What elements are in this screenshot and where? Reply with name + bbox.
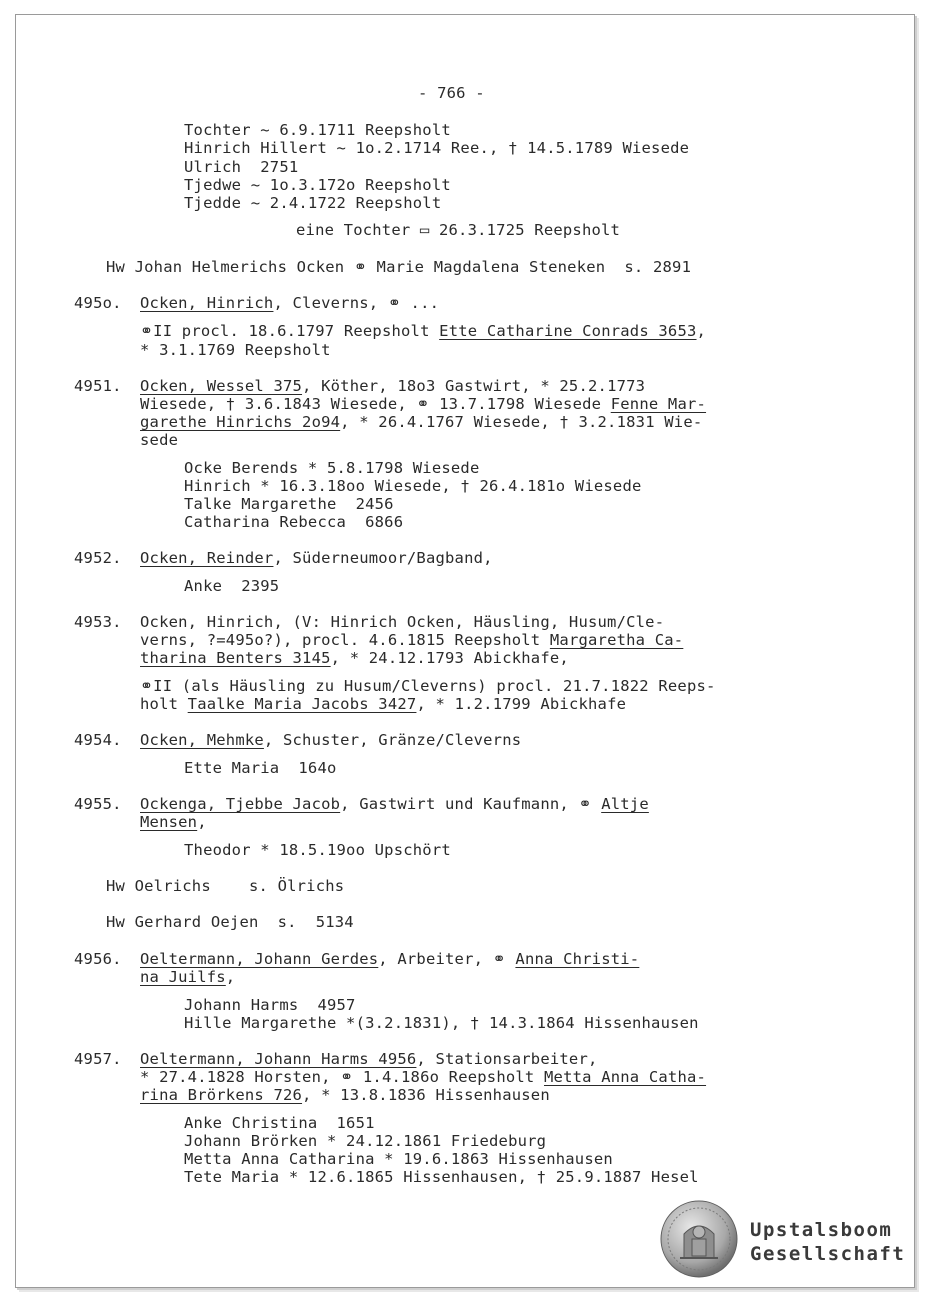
entry-line xyxy=(140,413,702,431)
entry-detail: , xyxy=(225,968,236,986)
person-name: Ocken, Hinrich xyxy=(140,294,274,312)
entry-line xyxy=(140,395,706,413)
entry-line xyxy=(140,1086,550,1104)
spouse-name: na Juilfs xyxy=(140,968,226,986)
spouse-name: Anna Christi- xyxy=(515,950,640,968)
entry-detail: , xyxy=(696,322,707,340)
child-line: Ulrich 2751 xyxy=(184,158,299,176)
entry-detail: , Arbeiter, ⚭ xyxy=(378,950,516,968)
child-line: Johann Harms 4957 xyxy=(184,996,356,1014)
logo-text-line1: Upstalsboom xyxy=(750,1219,893,1241)
entry-detail: , xyxy=(197,813,207,831)
entry-detail: , Schuster, Gränze/Cleverns xyxy=(263,731,522,749)
entry-line: * 3.1.1769 Reepsholt xyxy=(140,341,331,359)
child-line: Tete Maria * 12.6.1865 Hissenhausen, † 25.9.1887 Hesel xyxy=(184,1168,699,1186)
cross-reference: Hw Johan Helmerichs Ocken ⚭ Marie Magdalena Steneken s. 2891 xyxy=(106,258,692,276)
spouse-name: rina Brörkens 726 xyxy=(140,1086,303,1104)
entry-number: 4953. xyxy=(74,613,122,631)
child-line: Metta Anna Catharina * 19.6.1863 Hissenhausen xyxy=(184,1150,613,1168)
entry-detail: , Köther, 18o3 Gastwirt, * 25.2.1773 xyxy=(302,377,646,395)
spouse-name: Fenne Mar- xyxy=(610,395,707,413)
entry-line xyxy=(140,1068,706,1086)
entry-detail: Wiesede, † 3.6.1843 Wiesede, ⚭ 13.7.1798 Wiesede xyxy=(140,395,611,413)
child-line: Talke Margarethe 2456 xyxy=(184,495,394,513)
entry-heading xyxy=(140,795,649,813)
entry-number: 4955. xyxy=(74,795,122,813)
person-name: Ocken, Reinder xyxy=(140,549,274,567)
person-name: Ocken, Mehmke xyxy=(140,731,264,749)
cross-reference: Hw Oelrichs s. Ölrichs xyxy=(106,877,345,895)
person-name: Ocken, Wessel 375 xyxy=(140,377,303,395)
child-line: Hinrich * 16.3.18oo Wiesede, † 26.4.181o Wiesede xyxy=(184,477,642,495)
child-line: eine Tochter ▭ 26.3.1725 Reepsholt xyxy=(296,221,621,239)
spouse-name: Altje xyxy=(601,795,649,813)
entry-number: 4952. xyxy=(74,549,122,567)
entry-line xyxy=(140,322,706,340)
spouse-name: Taalke Maria Jacobs 3427 xyxy=(187,695,417,713)
entry-heading xyxy=(140,950,639,968)
person-name: Ockenga, Tjebbe Jacob xyxy=(140,795,341,813)
entry-line xyxy=(140,649,569,667)
entry-detail: , Stationsarbeiter, xyxy=(416,1050,598,1068)
child-line: Anke Christina 1651 xyxy=(184,1114,375,1132)
spouse-name: Margaretha Ca- xyxy=(549,631,684,649)
child-line: Tochter ~ 6.9.1711 Reepsholt xyxy=(184,121,451,139)
entry-number: 4957. xyxy=(74,1050,122,1068)
entry-line xyxy=(140,631,683,649)
entry-detail: , Gastwirt und Kaufmann, ⚭ xyxy=(340,795,602,813)
child-line: Tjedwe ~ 1o.3.172o Reepsholt xyxy=(184,176,451,194)
entry-heading xyxy=(140,377,645,395)
entry-line: ⚭II (als Häusling zu Husum/Cleverns) procl. 21.7.1822 Reeps- xyxy=(140,677,716,695)
entry-number: 4951. xyxy=(74,377,122,395)
child-line: Anke 2395 xyxy=(184,577,280,595)
page-number: - 766 - xyxy=(418,84,485,102)
child-line: Johann Brörken * 24.12.1861 Friedeburg xyxy=(184,1132,547,1150)
entry-number: 4956. xyxy=(74,950,122,968)
spouse-name: tharina Benters 3145 xyxy=(140,649,331,667)
entry-line xyxy=(140,813,207,831)
child-line: Ette Maria 164o xyxy=(184,759,337,777)
entry-detail: holt xyxy=(140,695,188,713)
person-name: Oeltermann, Johann Gerdes xyxy=(140,950,379,968)
entry-heading xyxy=(140,1050,598,1068)
spouse-name: Metta Anna Catha- xyxy=(544,1068,707,1086)
entry-number: 4954. xyxy=(74,731,122,749)
entry-detail: , * 26.4.1767 Wiesede, † 3.2.1831 Wie- xyxy=(340,413,703,431)
entry-detail: , Süderneumoor/Bagband, xyxy=(273,549,493,567)
spouse-name: garethe Hinrichs 2o94 xyxy=(140,413,341,431)
entry-heading xyxy=(140,549,493,567)
person-name: Oeltermann, Johann Harms 4956 xyxy=(140,1050,417,1068)
child-line: Ocke Berends * 5.8.1798 Wiesede xyxy=(184,459,480,477)
entry-heading xyxy=(140,294,439,312)
child-line: Catharina Rebecca 6866 xyxy=(184,513,404,531)
entry-line: sede xyxy=(140,431,179,449)
entry-detail: ⚭II procl. 18.6.1797 Reepsholt xyxy=(140,322,440,340)
child-line: Hille Margarethe *(3.2.1831), † 14.3.1864 Hissenhausen xyxy=(184,1014,699,1032)
child-line: Tjedde ~ 2.4.1722 Reepsholt xyxy=(184,194,442,212)
entry-detail: , * 1.2.1799 Abickhafe xyxy=(416,695,627,713)
spouse-name: Ette Catharine Conrads 3653 xyxy=(439,322,697,340)
child-line: Hinrich Hillert ~ 1o.2.1714 Ree., † 14.5.1789 Wiesede xyxy=(184,139,690,157)
entry-detail: , * 13.8.1836 Hissenhausen xyxy=(302,1086,550,1104)
cross-reference: Hw Gerhard Oejen s. 5134 xyxy=(106,913,354,931)
entry-detail: * 27.4.1828 Horsten, ⚭ 1.4.186o Reepsholt xyxy=(140,1068,544,1086)
logo-text-line2: Gesellschaft xyxy=(750,1243,906,1265)
entry-heading xyxy=(140,731,521,749)
entry-detail: , Cleverns, ⚭ ... xyxy=(273,294,440,312)
entry-number: 495o. xyxy=(74,294,122,312)
child-line: Theodor * 18.5.19oo Upschört xyxy=(184,841,451,859)
entry-detail: , * 24.12.1793 Abickhafe, xyxy=(330,649,569,667)
spouse-name: Mensen xyxy=(140,813,198,831)
entry-detail: verns, ?=495o?), procl. 4.6.1815 Reepsholt xyxy=(140,631,550,649)
entry-heading: Ocken, Hinrich, (V: Hinrich Ocken, Häusling, Husum/Cle- xyxy=(140,613,665,631)
seal-logo-icon xyxy=(660,1200,738,1278)
entry-line xyxy=(140,695,626,713)
entry-line xyxy=(140,968,235,986)
